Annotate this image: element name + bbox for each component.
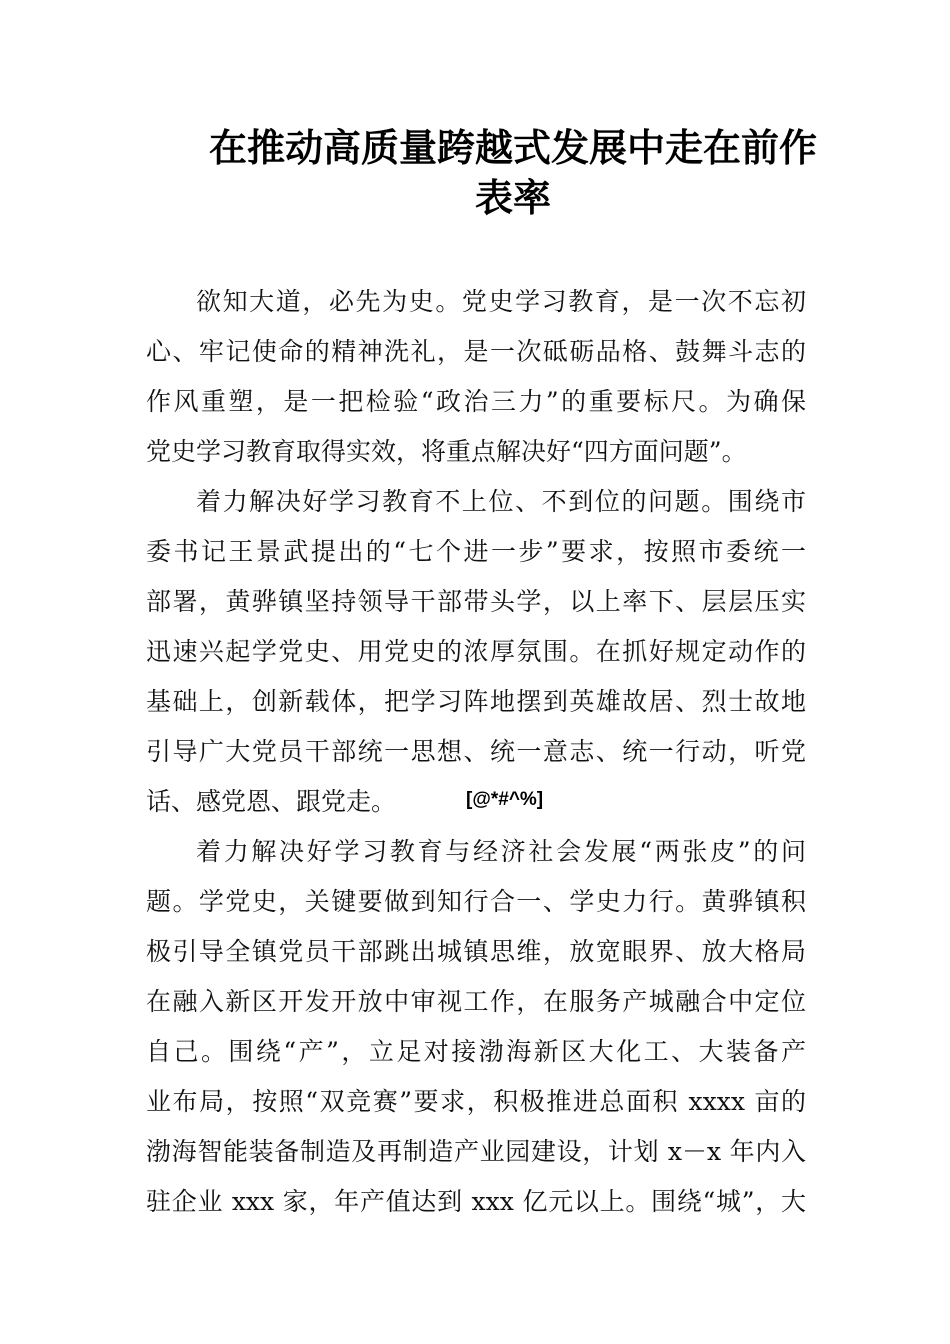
paragraph-line: 渤海智能装备制造及再制造产业园建设，计划 x－x 年内入 [146,1137,806,1166]
paragraph-line: 委书记王景武提出的“七个进一步”要求，按照市委统一 [146,537,806,566]
paragraph-line: 引导广大党员干部统一思想、统一意志、统一行动，听党 [146,737,806,766]
paragraph-line: 着力解决好学习教育不上位、不到位的问题。围绕市 [196,487,806,516]
paragraph-line: 极引导全镇党员干部跳出城镇思维，放宽眼界、放大格局 [146,937,806,966]
paragraph-line: 作风重塑，是一把检验“政治三力”的重要标尺。为确保 [146,387,806,416]
paragraph-line: 基础上，创新载体，把学习阵地摆到英雄故居、烈士故地 [146,687,806,716]
watermark-code: [@*#^%] [466,789,544,810]
paragraph-line: 党史学习教育取得实效，将重点解决好“四方面问题”。 [146,437,747,466]
paragraph-line: 欲知大道，必先为史。党史学习教育，是一次不忘初 [196,287,806,316]
paragraph-line: 心、牢记使命的精神洗礼，是一次砥砺品格、鼓舞斗志的 [146,337,806,366]
paragraph-line: 话、感党恩、跟党走。 [146,787,397,816]
paragraph-line: 部署，黄骅镇坚持领导干部带头学，以上率下、层层压实 [146,587,806,616]
document-title-line-1: 在推动高质量跨越式发展中走在前作 [208,125,817,170]
document-title-line-2: 表率 [474,175,551,220]
paragraph-line: 迅速兴起学党史、用党史的浓厚氛围。在抓好规定动作的 [146,637,806,666]
paragraph-line: 驻企业 xxx 家，年产值达到 xxx 亿元以上。围绕“城”，大 [146,1187,806,1216]
paragraph-line: 着力解决好学习教育与经济社会发展“两张皮”的问 [196,837,806,866]
paragraph-line: 在融入新区开发开放中审视工作，在服务产城融合中定位 [146,987,806,1016]
paragraph-line: 题。学党史，关键要做到知行合一、学史力行。黄骅镇积 [146,887,806,916]
paragraph-line: 业布局，按照“双竞赛”要求，积极推进总面积 xxxx 亩的 [146,1087,806,1116]
paragraph-line: 自己。围绕“产”，立足对接渤海新区大化工、大装备产 [146,1037,806,1066]
